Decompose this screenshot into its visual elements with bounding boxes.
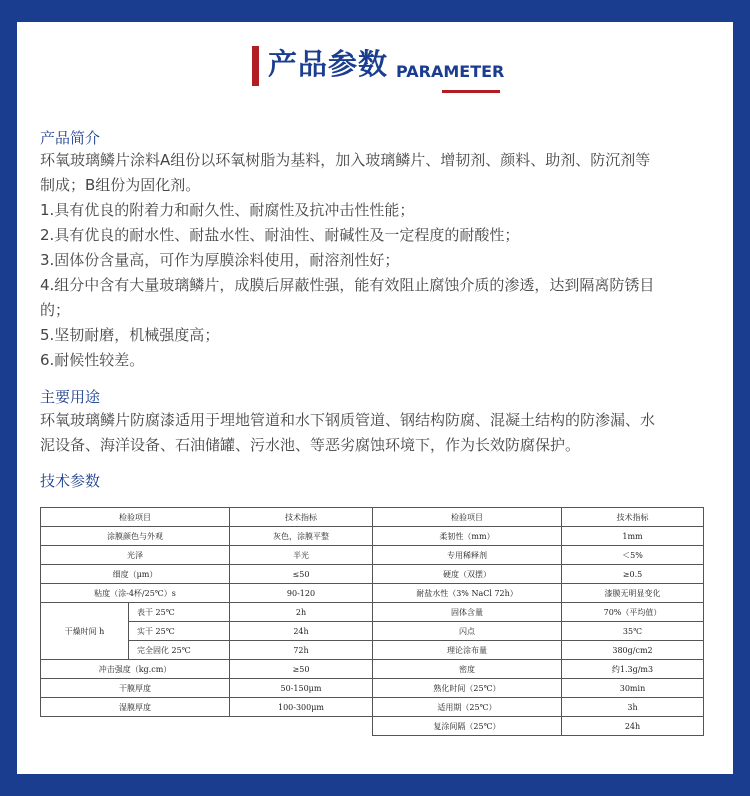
table-row (41, 584, 373, 603)
table-row (373, 603, 704, 622)
title-chinese: 产品参数 (268, 47, 389, 81)
table-cell-item: 熟化时间（25℃） (373, 679, 562, 698)
table-cell-value: 35℃ (562, 622, 704, 641)
table-cell-value: 72h (230, 641, 373, 660)
usage-line: 泥设备、海洋设备、石油储罐、污水池、等恶劣腐蚀环境下，作为长效防腐保护。 (40, 436, 581, 454)
table-header-cell: 检验项目 (41, 508, 230, 527)
title-underline (442, 90, 500, 93)
table-cell-group-label: 干燥时间 h (41, 603, 129, 660)
table-cell-value: 2h (230, 603, 373, 622)
table-row (373, 565, 704, 584)
table-cell-item: 干膜厚度 (41, 679, 230, 698)
table-cell-value: ＜5% (562, 546, 704, 565)
usage-line: 环氧玻璃鳞片防腐漆适用于埋地管道和水下钢质管道、钢结构防腐、混凝土结构的防渗漏、水 (40, 411, 656, 429)
usage-heading: 主要用途 (40, 388, 101, 406)
title-english: PARAMETER (396, 62, 505, 81)
table-cell-item: 细度（μm） (41, 565, 230, 584)
table-row (373, 527, 704, 546)
table-cell-value: 1mm (562, 527, 704, 546)
table-cell-value: 50-150μm (230, 679, 373, 698)
table-cell-item: 耐盐水性（3% NaCl 72h） (373, 584, 562, 603)
table-row (41, 603, 373, 622)
table-row (373, 546, 704, 565)
table-cell-value: 半光 (230, 546, 373, 565)
table-cell-item: 粘度（涂-4杯/25℃）s (41, 584, 230, 603)
table-row (373, 717, 704, 736)
table-cell-item: 冲击强度（kg.cm） (41, 660, 230, 679)
table-cell-value: ≤50 (230, 565, 373, 584)
table-row (41, 660, 373, 679)
table-cell-value: 90-120 (230, 584, 373, 603)
table-cell-value: 24h (230, 622, 373, 641)
table-header-row (373, 508, 704, 527)
table-cell-item: 硬度（双摆） (373, 565, 562, 584)
table-row (373, 641, 704, 660)
table-row (41, 527, 373, 546)
table-header-cell: 检验项目 (373, 508, 562, 527)
intro-line: 4.组分中含有大量玻璃鳞片，成膜后屏蔽性强，能有效阻止腐蚀介质的渗透，达到隔离防锈目 (40, 276, 655, 294)
table-row (373, 584, 704, 603)
table-cell-value: 380g/cm2 (562, 641, 704, 660)
table-cell-value: 约1.3g/m3 (562, 660, 704, 679)
table-cell-value: 漆膜无明显变化 (562, 584, 704, 603)
table-row (41, 679, 373, 698)
tech-heading: 技术参数 (40, 472, 101, 490)
table-cell-value: 3h (562, 698, 704, 717)
table-row (373, 660, 704, 679)
table-row (373, 622, 704, 641)
intro-line: 5.坚韧耐磨，机械强度高； (40, 326, 220, 344)
table-cell-value: 灰色，涂膜平整 (230, 527, 373, 546)
intro-heading: 产品简介 (40, 129, 101, 147)
intro-line: 环氧玻璃鳞片涂料A组份以环氧树脂为基料，加入玻璃鳞片、增韧剂、颜料、助剂、防沉剂等 (40, 151, 651, 169)
intro-line: 3.固体份含量高，可作为厚膜涂料使用，耐溶剂性好； (40, 251, 400, 269)
table-cell-item: 复涂间隔（25℃） (373, 717, 562, 736)
intro-line: 6.耐候性较差。 (40, 351, 145, 369)
section-title (250, 22, 510, 97)
table-row (41, 546, 373, 565)
table-cell-value: ≥0.5 (562, 565, 704, 584)
table-cell-item: 实干 25℃ (129, 622, 230, 641)
table-row (373, 679, 704, 698)
table-cell-value: ≥50 (230, 660, 373, 679)
table-header-row (41, 508, 373, 527)
intro-line: 1.具有优良的附着力和耐久性、耐腐性及抗冲击性性能； (40, 201, 415, 219)
table-cell-item: 涂膜颜色与外观 (41, 527, 230, 546)
title-accent-bar (252, 46, 259, 86)
table-row (373, 698, 704, 717)
table-cell-value: 70%（平均值） (562, 603, 704, 622)
intro-paragraph (40, 148, 700, 373)
table-cell-item: 光泽 (41, 546, 230, 565)
table-cell-item: 柔韧性（mm） (373, 527, 562, 546)
spec-table-left (40, 507, 373, 717)
table-cell-item: 适用期（25℃） (373, 698, 562, 717)
intro-line: 制成；B组份为固化剂。 (40, 176, 201, 194)
table-cell-item: 理论涂布量 (373, 641, 562, 660)
table-header-cell: 技术指标 (230, 508, 373, 527)
intro-line: 的； (40, 301, 71, 319)
spec-table-right (372, 507, 704, 736)
table-cell-value: 30min (562, 679, 704, 698)
table-cell-item: 湿膜厚度 (41, 698, 230, 717)
table-cell-item: 密度 (373, 660, 562, 679)
table-cell-value: 24h (562, 717, 704, 736)
table-cell-item: 完全固化 25℃ (129, 641, 230, 660)
table-header-cell: 技术指标 (562, 508, 704, 527)
table-cell-item: 专用稀释剂 (373, 546, 562, 565)
table-cell-item: 固体含量 (373, 603, 562, 622)
table-cell-item: 闪点 (373, 622, 562, 641)
usage-paragraph (40, 408, 700, 458)
table-cell-item: 表干 25℃ (129, 603, 230, 622)
table-cell-value: 100-300μm (230, 698, 373, 717)
table-row (41, 698, 373, 717)
intro-line: 2.具有优良的耐水性、耐盐水性、耐油性、耐碱性及一定程度的耐酸性； (40, 226, 520, 244)
table-row (41, 565, 373, 584)
